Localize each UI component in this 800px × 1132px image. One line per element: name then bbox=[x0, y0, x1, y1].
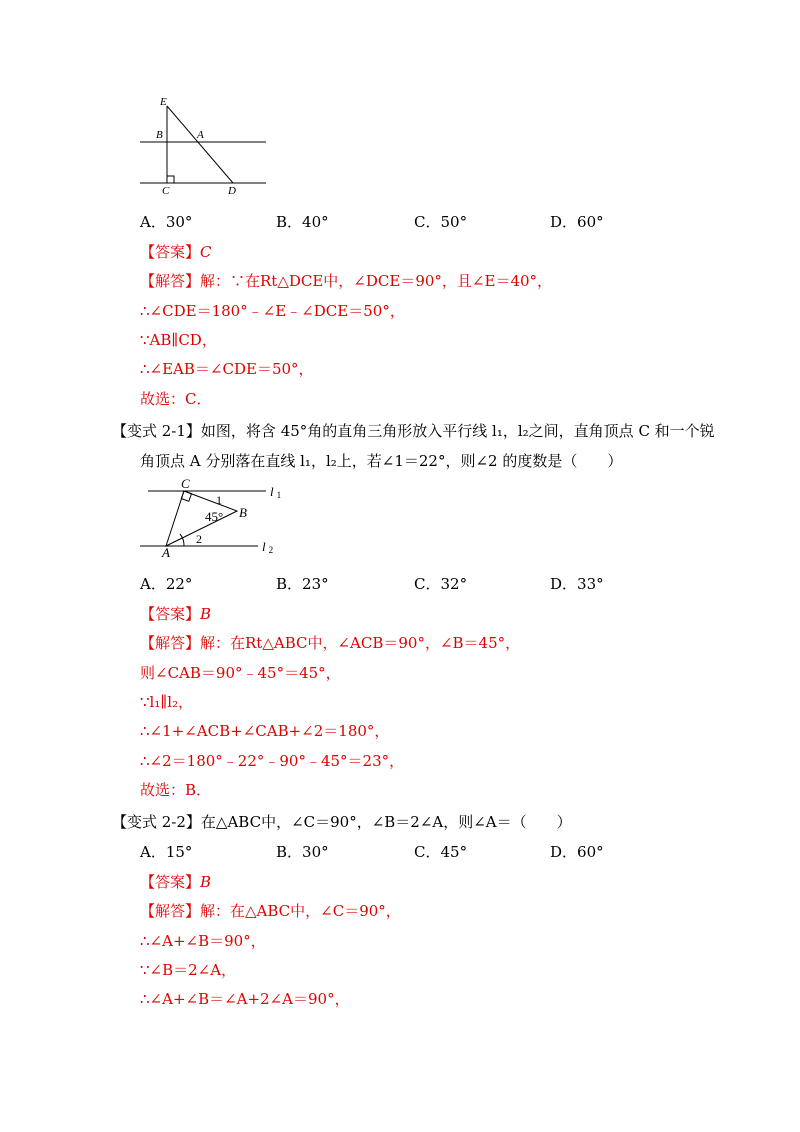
option-c: C．32° bbox=[414, 575, 468, 593]
label-l1: l 1 bbox=[270, 484, 282, 500]
label-a: A bbox=[197, 129, 204, 141]
answer-line bbox=[140, 872, 211, 892]
angle-2-arc bbox=[180, 534, 184, 546]
solution-line: 【解答】解：∵在Rt△DCE中，∠DCE＝90°，且∠E＝40°， bbox=[140, 272, 553, 290]
option-a: A．30° bbox=[140, 213, 193, 231]
label-a: A bbox=[162, 545, 170, 560]
answer-prefix: 【答案】 bbox=[140, 873, 201, 891]
option-b: B．40° bbox=[276, 213, 329, 231]
solution-line: 则∠CAB＝90°﹣45°＝45°， bbox=[140, 664, 341, 682]
answer-value: C bbox=[200, 243, 212, 261]
solution-line: ∴∠EAB＝∠CDE＝50°， bbox=[140, 360, 314, 378]
answer-prefix: 【答案】 bbox=[140, 243, 201, 261]
solution-line: ∵∠B＝2∠A， bbox=[140, 961, 237, 979]
label-b: B bbox=[239, 505, 247, 520]
solution-line: ∴∠A+∠B＝∠A+2∠A＝90°， bbox=[140, 990, 350, 1008]
question-stem: 【变式 2-2】在△ABC中，∠C＝90°，∠B＝2∠A，则∠A＝（ ） bbox=[112, 813, 572, 831]
solution-line: ∴∠CDE＝180°﹣∠E﹣∠DCE＝50°， bbox=[140, 302, 405, 320]
question-stem: 【变式 2-1】如图，将含 45°角的直角三角形放入平行线 l₁，l₂之间，直角顶点 C 和一个锐 bbox=[112, 422, 715, 440]
option-d: D．60° bbox=[550, 213, 604, 231]
option-c: C．50° bbox=[414, 213, 468, 231]
answer-line bbox=[140, 604, 211, 624]
option-a: A．15° bbox=[140, 843, 193, 861]
label-angle-1: 1 bbox=[216, 493, 222, 507]
solution-line: ∴∠A+∠B＝90°， bbox=[140, 932, 266, 950]
label-e: E bbox=[160, 96, 167, 108]
solution-line: 【解答】解：在Rt△ABC中，∠ACB＝90°，∠B＝45°， bbox=[140, 634, 521, 652]
question-stem: 角顶点 A 分别落在直线 l₁，l₂上，若∠1＝22°，则∠2 的度数是（ ） bbox=[140, 452, 623, 470]
option-d: D．60° bbox=[550, 843, 604, 861]
label-l2: l 2 bbox=[262, 539, 274, 555]
label-angle-2: 2 bbox=[196, 532, 202, 546]
label-c: C bbox=[181, 476, 190, 491]
solution-line: ∴∠1+∠ACB+∠CAB+∠2＝180°， bbox=[140, 722, 390, 740]
solution-line: ∵l₁∥l₂， bbox=[140, 693, 194, 711]
option-d: D．33° bbox=[550, 575, 604, 593]
option-a: A．22° bbox=[140, 575, 193, 593]
label-c: C bbox=[162, 185, 170, 197]
option-b: B．23° bbox=[276, 575, 329, 593]
label-b: B bbox=[156, 129, 163, 141]
solution-line: 【解答】解：在△ABC中，∠C＝90°， bbox=[140, 902, 401, 920]
answer-value: B bbox=[200, 605, 212, 623]
solution-line: ∵AB∥CD， bbox=[140, 331, 217, 349]
answer-prefix: 【答案】 bbox=[140, 605, 201, 623]
option-c: C．45° bbox=[414, 843, 468, 861]
solution-line: 故选：C． bbox=[140, 390, 212, 408]
label-45-degree: 45° bbox=[205, 509, 224, 524]
answer-value: B bbox=[200, 873, 212, 891]
solution-line: ∴∠2＝180°﹣22°﹣90°﹣45°＝23°， bbox=[140, 752, 405, 770]
label-d: D bbox=[228, 185, 236, 197]
option-b: B．30° bbox=[276, 843, 329, 861]
solution-line: 故选：B． bbox=[140, 781, 212, 799]
